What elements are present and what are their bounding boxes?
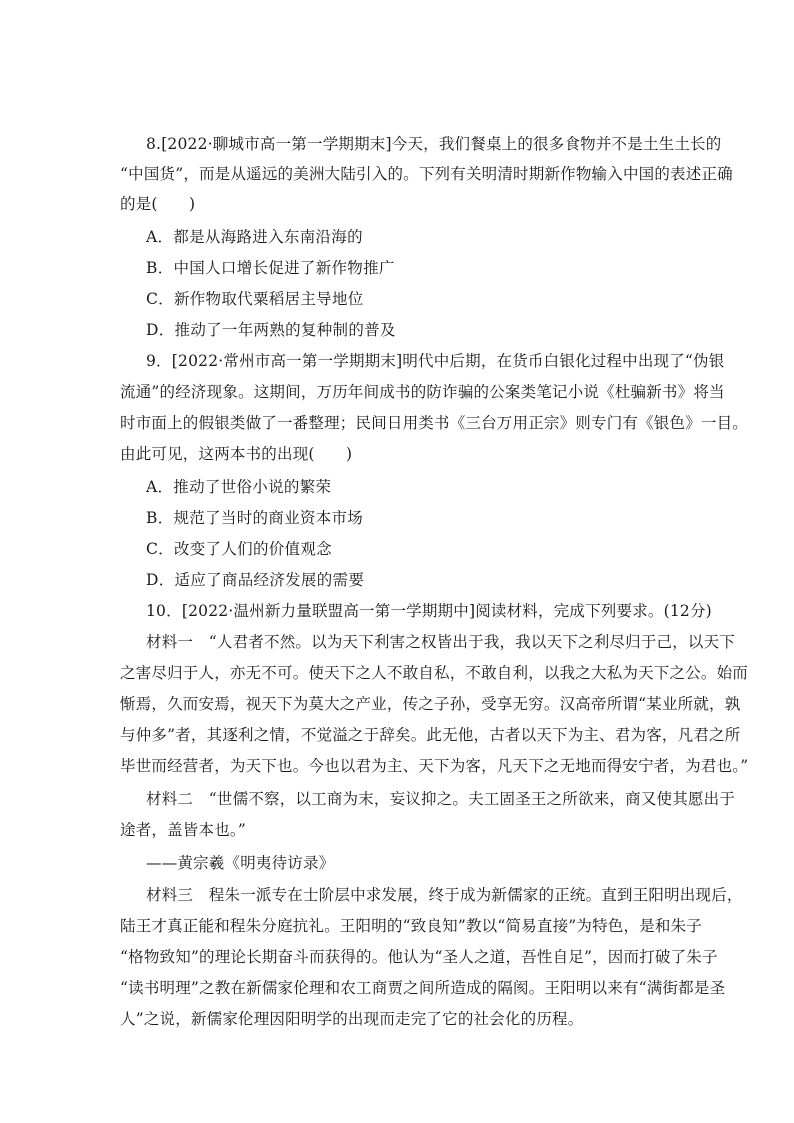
q10-material1-line-1: 材料一 “人君者不然。以为天下利害之权皆出于我，我以天下之利尽归于己，以天下 xyxy=(146,633,736,651)
q10-material3-line-3: “格物致知”的理论长期奋斗而获得的。他认为“圣人之道，吾性自足”，因而打破了朱子 xyxy=(120,948,718,966)
q10-material1-line-2: 之害尽归于人，亦无不可。使天下之人不敢自私，不敢自利，以我之大私为天下之公。始而 xyxy=(120,664,749,682)
q10-material2-line-2: 途者，盖皆本也。” xyxy=(120,821,246,839)
q9-line-1: 9．[2022·常州市高一第一学期期末]明代中后期，在货币白银化过程中出现了“伪银 xyxy=(146,352,725,370)
q10-title: 10．[2022·温州新力量联盟高一第一学期期中]阅读材料，完成下列要求。(12分) xyxy=(146,602,712,620)
q10-source: ——黄宗羲《明夷待访录》 xyxy=(146,854,335,872)
q10-material1-line-4: 与仲多”者，其逐利之情，不觉溢之于辞矣。此无他，古者以天下为主、君为客，凡君之所 xyxy=(120,726,741,744)
q8-option-c: C．新作物取代粟稻居主导地位 xyxy=(146,290,364,308)
q9-line-2: 流通”的经济现象。这期间，万历年间成书的防诈骗的公案类笔记小说《杜骗新书》将当 xyxy=(120,383,725,401)
q10-material3-line-5: 人”之说，新儒家伦理因阳明学的出现而走完了它的社会化的历程。 xyxy=(120,1010,584,1028)
q10-material3-line-4: “读书明理”之教在新儒家伦理和农工商贾之间所造成的隔阂。王阳明以来有“满街都是圣 xyxy=(120,979,726,997)
q9-option-b: B．规范了当时的商业资本市场 xyxy=(146,509,364,527)
q10-material1-line-3: 惭焉，久而安焉，视天下为莫大之产业，传之子孙，受享无穷。汉高帝所谓“某业所就，孰 xyxy=(120,695,741,713)
q10-material3-line-2: 陆王才真正能和程朱分庭抗礼。王阳明的“致良知”教以“简易直接”为特色，是和朱子 xyxy=(120,917,702,935)
q9-option-d: D．适应了商品经济发展的需要 xyxy=(146,571,365,589)
q10-material2-line-1: 材料二 “世儒不察，以工商为末，妄议抑之。夫工固圣王之所欲来，商又使其愿出于 xyxy=(146,790,736,808)
q9-line-4: 由此可见，这两本书的出现( ) xyxy=(120,445,353,463)
q10-material1-line-5: 毕世而经营者，为天下也。今也以君为主、天下为客，凡天下之无地而得安宁者，为君也。” xyxy=(120,757,749,775)
q9-line-3: 时市面上的假银类做了一番整理；民间日用类书《三台万用正宗》则专门有《银色》一目。 xyxy=(120,414,749,432)
q8-option-d: D．推动了一年两熟的复种制的普及 xyxy=(146,321,396,339)
q8-line-2: “中国货”，而是从遥远的美洲大陆引入的。下列有关明清时期新作物输入中国的表述正确 xyxy=(120,165,733,183)
q9-option-a: A．推动了世俗小说的繁荣 xyxy=(146,478,332,496)
q8-option-b: B．中国人口增长促进了新作物推广 xyxy=(146,259,395,277)
q9-option-c: C．改变了人们的价值观念 xyxy=(146,540,332,558)
q8-line-1: 8.[2022·聊城市高一第一学期期末]今天，我们餐桌上的很多食物并不是土生土长的 xyxy=(146,135,722,153)
q8-option-a: A．都是从海路进入东南沿海的 xyxy=(146,228,363,246)
q8-line-3: 的是( ) xyxy=(120,195,196,213)
q10-material3-line-1: 材料三 程朱一派专在士阶层中求发展，终于成为新儒家的正统。直到王阳明出现后， xyxy=(146,886,743,904)
